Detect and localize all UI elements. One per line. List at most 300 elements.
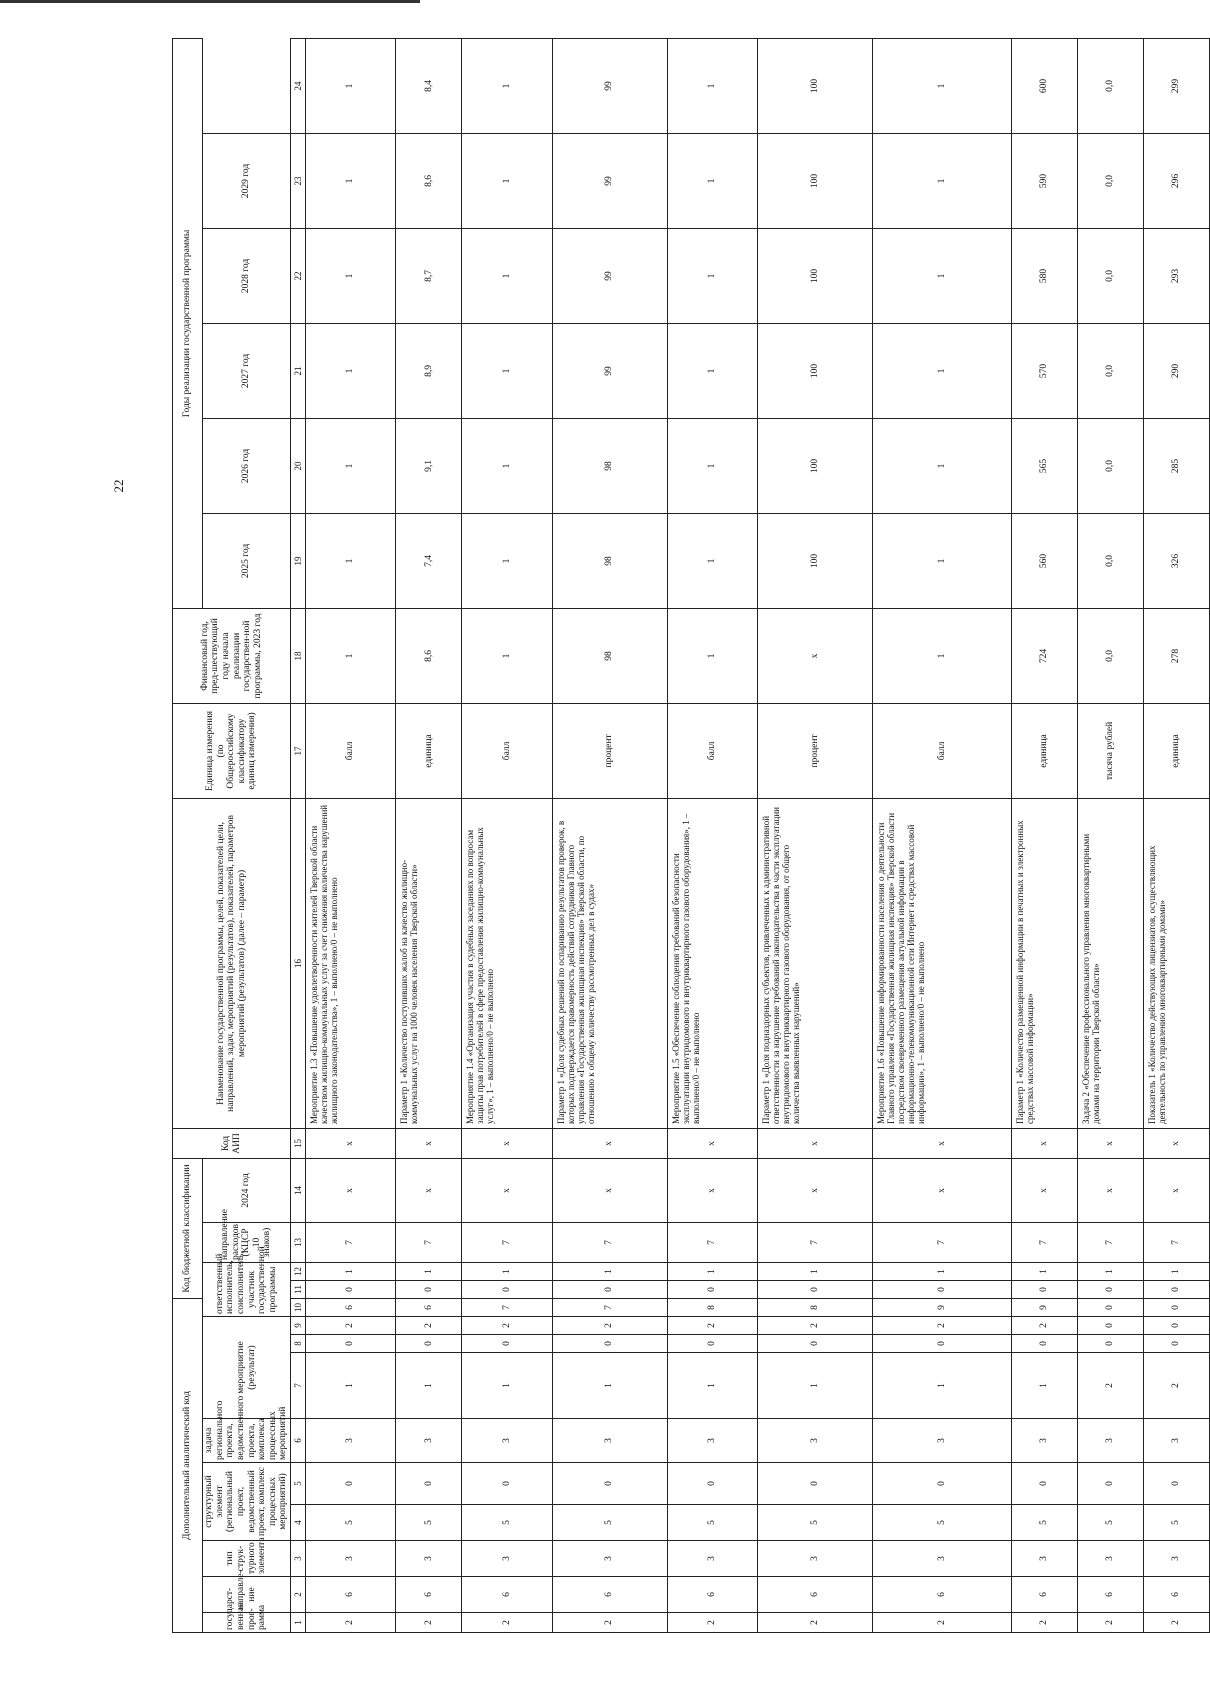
value-cell: 1: [872, 228, 1011, 323]
code-cell: 3: [306, 1419, 396, 1463]
header-unit: Единица измерения (по Общероссийскому классификатору единиц измерения): [173, 703, 291, 798]
column-number-cell: 6: [291, 1419, 306, 1463]
value-cell: 100: [757, 323, 872, 418]
value-cell: 8,6: [396, 133, 462, 228]
code-cell: 2: [1012, 1317, 1078, 1335]
column-number-cell: 12: [291, 1262, 306, 1280]
code-cell: 0: [1143, 1298, 1209, 1316]
value-cell: 1: [306, 38, 396, 133]
table-row: [306, 38, 396, 1632]
value-cell: 100: [757, 418, 872, 513]
column-number-cell: 23: [291, 133, 306, 228]
code-cell: 1: [462, 1262, 552, 1280]
column-number-cell: 21: [291, 323, 306, 418]
header-year-2029: 2029 год: [203, 133, 291, 228]
code-cell: 2: [1143, 1353, 1209, 1419]
column-number-cell: 4: [291, 1505, 306, 1541]
code-cell: 7: [667, 1222, 757, 1262]
code-cell: 0: [462, 1335, 552, 1353]
code-cell: х: [757, 1128, 872, 1158]
value-cell: 1: [872, 38, 1011, 133]
value-cell: 580: [1012, 228, 1078, 323]
value-cell: 1: [306, 608, 396, 703]
row-name-cell: Показатель 1 «Количество действующих лицензиатов, осуществляющих деятельность по управлению многоквартирными домами»: [1143, 798, 1209, 1128]
value-cell: 1: [306, 418, 396, 513]
code-cell: х: [462, 1158, 552, 1222]
code-cell: 1: [1012, 1262, 1078, 1280]
code-cell: 7: [1012, 1222, 1078, 1262]
code-cell: 0: [1078, 1335, 1144, 1353]
value-cell: 293: [1143, 228, 1209, 323]
code-cell: 1: [1078, 1262, 1144, 1280]
code-cell: 3: [1143, 1541, 1209, 1577]
code-cell: 0: [552, 1335, 667, 1353]
code-cell: х: [872, 1158, 1011, 1222]
value-cell: 98: [552, 608, 667, 703]
page-number: 22: [111, 479, 126, 493]
column-number-cell: 2: [291, 1577, 306, 1613]
code-cell: 2: [462, 1317, 552, 1335]
scan-artifact-line: [0, 0, 420, 3]
value-cell: 0,0: [1078, 38, 1144, 133]
code-cell: 5: [757, 1505, 872, 1541]
value-cell: 296: [1143, 133, 1209, 228]
row-name-cell: Мероприятие 1.3 «Повышение удовлетворенности жителей Тверской области качеством жилищно-коммунальных услуг за счет снижения количества нарушений жилищного законодательства», 1 – выполнено/0 – не выполнено: [306, 798, 396, 1128]
code-cell: 2: [757, 1317, 872, 1335]
value-cell: 8,9: [396, 323, 462, 418]
code-cell: 0: [1078, 1463, 1144, 1505]
value-cell: 99: [552, 38, 667, 133]
unit-cell: единица: [1012, 703, 1078, 798]
code-cell: 6: [462, 1577, 552, 1613]
unit-cell: процент: [757, 703, 872, 798]
unit-cell: тысяча рублей: [1078, 703, 1144, 798]
code-cell: 6: [396, 1298, 462, 1316]
unit-cell: процент: [552, 703, 667, 798]
header-struct-element: структурный элемент (региональный проект, ведомственный проект, комплекс процессных мероприятий): [203, 1463, 291, 1541]
code-cell: х: [306, 1128, 396, 1158]
code-cell: х: [396, 1158, 462, 1222]
unit-cell: единица: [1143, 703, 1209, 798]
code-cell: 0: [306, 1463, 396, 1505]
code-cell: 0: [667, 1463, 757, 1505]
value-cell: 8,4: [396, 38, 462, 133]
code-cell: 3: [667, 1541, 757, 1577]
code-cell: 3: [1078, 1541, 1144, 1577]
code-cell: 3: [757, 1419, 872, 1463]
code-cell: 5: [552, 1505, 667, 1541]
code-cell: 3: [1012, 1419, 1078, 1463]
header-fin-year: Финансовый год, пред-шествующий году начала реализации государствен-ной программы, 2023 год: [173, 608, 291, 703]
value-cell: 565: [1012, 418, 1078, 513]
header-year-2028: 2028 год: [203, 228, 291, 323]
code-cell: 7: [396, 1222, 462, 1262]
code-cell: 2: [667, 1613, 757, 1633]
value-cell: 724: [1012, 608, 1078, 703]
column-number-cell: 24: [291, 38, 306, 133]
code-cell: 5: [462, 1505, 552, 1541]
header-struct-type: тип струк-турного элемента: [203, 1541, 291, 1577]
header-activity: мероприятие (результат): [203, 1317, 291, 1419]
value-cell: 570: [1012, 323, 1078, 418]
code-cell: 0: [396, 1463, 462, 1505]
code-cell: 0: [872, 1335, 1011, 1353]
code-cell: 6: [396, 1577, 462, 1613]
row-name-cell: Параметр 1 «Количество размещенной информации в печатных и электронных средствах массовой информации»: [1012, 798, 1078, 1128]
header-direction: направле-ние: [203, 1577, 291, 1613]
table-body: [291, 38, 1210, 1632]
value-cell: 100: [757, 133, 872, 228]
value-cell: 1: [667, 608, 757, 703]
column-number-cell: 14: [291, 1158, 306, 1222]
code-cell: 6: [1143, 1577, 1209, 1613]
code-cell: 2: [1143, 1613, 1209, 1633]
code-cell: 0: [396, 1335, 462, 1353]
value-cell: 278: [1143, 608, 1209, 703]
code-cell: х: [667, 1158, 757, 1222]
code-cell: х: [552, 1158, 667, 1222]
row-name-cell: Параметр 1 «Доля судебных решений по оспариванию результатов проверок, в которых подтверждается правомерность действий сотрудников Главного управления «Государственная жилищная инспекция» Тверской области, по отношению к общему количеству рассмотренных дел в судах»: [552, 798, 667, 1128]
value-cell: 299: [1143, 38, 1209, 133]
code-cell: 7: [306, 1222, 396, 1262]
code-cell: 5: [667, 1505, 757, 1541]
column-number-cell: 17: [291, 703, 306, 798]
code-cell: 1: [306, 1353, 396, 1419]
code-cell: 2: [872, 1613, 1011, 1633]
code-cell: 0: [757, 1280, 872, 1298]
code-cell: 2: [667, 1317, 757, 1335]
code-cell: х: [1143, 1158, 1209, 1222]
code-cell: х: [1012, 1158, 1078, 1222]
code-cell: 1: [1012, 1353, 1078, 1419]
code-cell: 5: [396, 1505, 462, 1541]
row-name-cell: Параметр 1 «Доля подназдорных субъектов, привлеченных к административной ответственности за нарушение требований законодательства в части эксплуатации внутридомового и внутриквартирного газового оборудования, от общего количества выявленных нарушений»: [757, 798, 872, 1128]
code-cell: 8: [757, 1298, 872, 1316]
code-cell: 0: [462, 1280, 552, 1298]
value-cell: 1: [872, 513, 1011, 608]
value-cell: 99: [552, 133, 667, 228]
code-cell: 3: [872, 1541, 1011, 1577]
code-cell: 1: [872, 1353, 1011, 1419]
row-name-cell: Задача 2 «Обеспечение профессионального управления многоквартирными домами на территории Тверской области»: [1078, 798, 1144, 1128]
value-cell: 1: [306, 228, 396, 323]
value-cell: 290: [1143, 323, 1209, 418]
value-cell: 0,0: [1078, 133, 1144, 228]
value-cell: 8,6: [396, 608, 462, 703]
code-cell: 0: [1078, 1280, 1144, 1298]
value-cell: 1: [462, 513, 552, 608]
column-number-cell: 5: [291, 1463, 306, 1505]
value-cell: 1: [462, 38, 552, 133]
table-row: [757, 38, 872, 1632]
code-cell: 1: [396, 1262, 462, 1280]
value-cell: 1: [667, 38, 757, 133]
code-cell: 7: [1078, 1222, 1144, 1262]
code-cell: 0: [667, 1280, 757, 1298]
program-table: [172, 38, 1210, 1633]
code-cell: х: [1143, 1128, 1209, 1158]
code-cell: 2: [552, 1317, 667, 1335]
header-year-2026: 2026 год: [203, 418, 291, 513]
unit-cell: балл: [462, 703, 552, 798]
value-cell: 8,7: [396, 228, 462, 323]
code-cell: 3: [1078, 1419, 1144, 1463]
code-cell: 0: [1143, 1335, 1209, 1353]
row-name-cell: Мероприятие 1.6 «Повышение информированности населения о деятельности Главного управления «Государственная жилищная инспекция» Тверской области посредством своевременного размещения актуальной информации в информационно-телекоммуникационной сети Интернет и средствах массовой информации», 1 – выполнено/0 – не выполнено: [872, 798, 1011, 1128]
value-cell: 0,0: [1078, 323, 1144, 418]
code-cell: 2: [396, 1613, 462, 1633]
value-cell: 1: [306, 133, 396, 228]
code-cell: 0: [552, 1280, 667, 1298]
value-cell: 1: [462, 323, 552, 418]
code-cell: 2: [1078, 1613, 1144, 1633]
value-cell: 100: [757, 228, 872, 323]
code-cell: 2: [757, 1613, 872, 1633]
code-cell: 6: [1012, 1577, 1078, 1613]
value-cell: 1: [667, 513, 757, 608]
code-cell: 6: [667, 1577, 757, 1613]
value-cell: 590: [1012, 133, 1078, 228]
header-program: государст-венная прог-рамма: [203, 1613, 291, 1633]
code-cell: 2: [872, 1317, 1011, 1335]
value-cell: 560: [1012, 513, 1078, 608]
table-row: [1078, 38, 1144, 1632]
code-cell: 0: [1012, 1280, 1078, 1298]
code-cell: 0: [1143, 1317, 1209, 1335]
column-number-cell: 11: [291, 1280, 306, 1298]
header-name: Наименование государственной программы, целей, показателей цели, направлений, задач, мероприятий (результатов), показателей, параметров мероприятий (результатов) (далее – параметр): [173, 798, 291, 1128]
table-row: [396, 38, 462, 1632]
code-cell: 2: [1012, 1613, 1078, 1633]
code-cell: 3: [667, 1419, 757, 1463]
code-cell: 0: [1012, 1463, 1078, 1505]
code-cell: 3: [462, 1541, 552, 1577]
code-cell: 3: [757, 1541, 872, 1577]
table-row: [1012, 38, 1078, 1632]
code-cell: 0: [1078, 1317, 1144, 1335]
header-year-2024: 2024 год: [203, 1158, 291, 1222]
code-cell: 1: [462, 1353, 552, 1419]
code-cell: х: [396, 1128, 462, 1158]
code-cell: х: [306, 1158, 396, 1222]
value-cell: 326: [1143, 513, 1209, 608]
code-cell: 2: [552, 1613, 667, 1633]
code-cell: х: [552, 1128, 667, 1158]
value-cell: 7,4: [396, 513, 462, 608]
code-cell: 0: [552, 1463, 667, 1505]
code-cell: 6: [872, 1577, 1011, 1613]
value-cell: 99: [552, 323, 667, 418]
value-cell: 600: [1012, 38, 1078, 133]
header-year-2027: 2027 год: [203, 323, 291, 418]
code-cell: 3: [1012, 1541, 1078, 1577]
code-cell: 7: [462, 1298, 552, 1316]
code-cell: 5: [306, 1505, 396, 1541]
value-cell: 1: [667, 228, 757, 323]
row-name-cell: Параметр 1 «Количество поступивших жалоб на качество жилищно-коммунальных услуг на 1000 человек населения Тверской области»: [396, 798, 462, 1128]
code-cell: 7: [462, 1222, 552, 1262]
value-cell: 285: [1143, 418, 1209, 513]
code-cell: 3: [872, 1419, 1011, 1463]
value-cell: 1: [667, 418, 757, 513]
header-additional-code: Дополнительный аналитический код: [173, 1298, 203, 1632]
code-cell: 1: [757, 1353, 872, 1419]
code-cell: 6: [552, 1577, 667, 1613]
code-cell: 0: [1143, 1463, 1209, 1505]
code-cell: 1: [872, 1262, 1011, 1280]
unit-cell: балл: [667, 703, 757, 798]
column-number-cell: 20: [291, 418, 306, 513]
code-cell: х: [1078, 1158, 1144, 1222]
code-cell: 9: [1012, 1298, 1078, 1316]
value-cell: 9,1: [396, 418, 462, 513]
table-row: [1143, 38, 1209, 1632]
table-row: [872, 38, 1011, 1632]
column-number-cell: 8: [291, 1335, 306, 1353]
value-cell: 1: [306, 513, 396, 608]
header-year-2025: 2025 год: [203, 513, 291, 608]
code-cell: 0: [306, 1280, 396, 1298]
rotated-page-content: [172, 73, 1182, 1633]
code-cell: 1: [306, 1262, 396, 1280]
table-row: [667, 38, 757, 1632]
value-cell: 1: [306, 323, 396, 418]
code-cell: 3: [396, 1541, 462, 1577]
code-cell: 3: [552, 1419, 667, 1463]
code-cell: 6: [306, 1298, 396, 1316]
row-name-cell: Мероприятие 1.5 «Обеспечение соблюдения требований безопасности эксплуатации внутридомового и внутриквартирного газового оборудования», 1 – выполнено/0 – не выполнено: [667, 798, 757, 1128]
unit-cell: единица: [396, 703, 462, 798]
code-cell: 0: [462, 1463, 552, 1505]
column-number-cell: 10: [291, 1298, 306, 1316]
value-cell: 0,0: [1078, 513, 1144, 608]
code-cell: 0: [667, 1335, 757, 1353]
code-cell: 3: [396, 1419, 462, 1463]
code-cell: 0: [757, 1463, 872, 1505]
code-cell: 2: [396, 1317, 462, 1335]
value-cell: 99: [552, 228, 667, 323]
column-number-cell: 1: [291, 1613, 306, 1633]
value-cell: 1: [462, 133, 552, 228]
code-cell: 5: [1012, 1505, 1078, 1541]
column-number-cell: 18: [291, 608, 306, 703]
code-cell: 0: [1078, 1298, 1144, 1316]
code-cell: х: [757, 1158, 872, 1222]
code-cell: 7: [552, 1222, 667, 1262]
column-number-cell: 13: [291, 1222, 306, 1262]
header-budget-code: Код бюджетной классификации: [173, 1158, 203, 1298]
column-number-cell: 7: [291, 1353, 306, 1419]
code-cell: 1: [552, 1353, 667, 1419]
column-number-cell: 3: [291, 1541, 306, 1577]
value-cell: 1: [872, 608, 1011, 703]
value-cell: 100: [757, 38, 872, 133]
unit-cell: балл: [872, 703, 1011, 798]
code-cell: 0: [1012, 1335, 1078, 1353]
code-cell: х: [1078, 1128, 1144, 1158]
column-number-cell: 19: [291, 513, 306, 608]
column-number-cell: 16: [291, 798, 306, 1128]
unit-cell: балл: [306, 703, 396, 798]
code-cell: 3: [306, 1541, 396, 1577]
header-expense: направление расходов (КЦСР 10 знаков): [203, 1222, 291, 1262]
code-cell: 3: [462, 1419, 552, 1463]
value-cell: 100: [757, 513, 872, 608]
value-cell: 1: [462, 228, 552, 323]
code-cell: 1: [396, 1353, 462, 1419]
code-cell: 0: [872, 1280, 1011, 1298]
code-cell: 2: [462, 1613, 552, 1633]
code-cell: 2: [1078, 1353, 1144, 1419]
column-number-cell: 22: [291, 228, 306, 323]
header-executor: ответственный исполнитель, соисполнитель, участник государственной программы: [203, 1262, 291, 1316]
value-cell: 98: [552, 418, 667, 513]
code-cell: 5: [1078, 1505, 1144, 1541]
code-cell: 0: [306, 1335, 396, 1353]
value-cell: 1: [872, 133, 1011, 228]
code-cell: х: [1012, 1128, 1078, 1158]
value-cell: х: [757, 608, 872, 703]
code-cell: 0: [872, 1463, 1011, 1505]
code-cell: 2: [306, 1317, 396, 1335]
code-cell: 0: [757, 1335, 872, 1353]
value-cell: 0,0: [1078, 418, 1144, 513]
value-cell: 0,0: [1078, 228, 1144, 323]
code-cell: 7: [552, 1298, 667, 1316]
code-cell: 2: [306, 1613, 396, 1633]
table-row: [552, 38, 667, 1632]
value-cell: 1: [872, 323, 1011, 418]
code-cell: 1: [552, 1262, 667, 1280]
code-cell: х: [872, 1128, 1011, 1158]
table-row: [462, 38, 552, 1632]
code-cell: 1: [667, 1353, 757, 1419]
code-cell: 5: [1143, 1505, 1209, 1541]
code-cell: 1: [1143, 1262, 1209, 1280]
code-cell: 7: [872, 1222, 1011, 1262]
code-cell: 0: [1143, 1280, 1209, 1298]
value-cell: 0,0: [1078, 608, 1144, 703]
code-cell: 6: [1078, 1577, 1144, 1613]
code-cell: 7: [1143, 1222, 1209, 1262]
code-cell: х: [462, 1128, 552, 1158]
header-aip-code: Код АИП: [173, 1128, 291, 1158]
code-cell: 5: [872, 1505, 1011, 1541]
value-cell: 98: [552, 513, 667, 608]
code-cell: 7: [757, 1222, 872, 1262]
column-number-cell: 15: [291, 1128, 306, 1158]
column-numbers-row: [291, 38, 306, 1632]
code-cell: 6: [757, 1577, 872, 1613]
column-number-cell: 9: [291, 1317, 306, 1335]
code-cell: 8: [667, 1298, 757, 1316]
code-cell: 3: [1143, 1419, 1209, 1463]
value-cell: 1: [872, 418, 1011, 513]
code-cell: 9: [872, 1298, 1011, 1316]
code-cell: 1: [667, 1262, 757, 1280]
row-name-cell: Мероприятие 1.4 «Организация участия в судебных заседаниях по вопросам защиты прав потребителей в сфере предоставления жилищно-коммунальных услуг», 1 – выполнено/0 – не выполнено: [462, 798, 552, 1128]
value-cell: 1: [667, 323, 757, 418]
code-cell: 3: [552, 1541, 667, 1577]
code-cell: х: [667, 1128, 757, 1158]
value-cell: 1: [462, 608, 552, 703]
value-cell: 1: [667, 133, 757, 228]
header-years-group: Годы реализации государственной программы: [173, 38, 203, 608]
header-task: задача регионального проекта, ведомственного проекта, комплекса процессных мероприятий: [203, 1419, 291, 1463]
code-cell: 0: [396, 1280, 462, 1298]
value-cell: 1: [462, 418, 552, 513]
code-cell: 1: [757, 1262, 872, 1280]
